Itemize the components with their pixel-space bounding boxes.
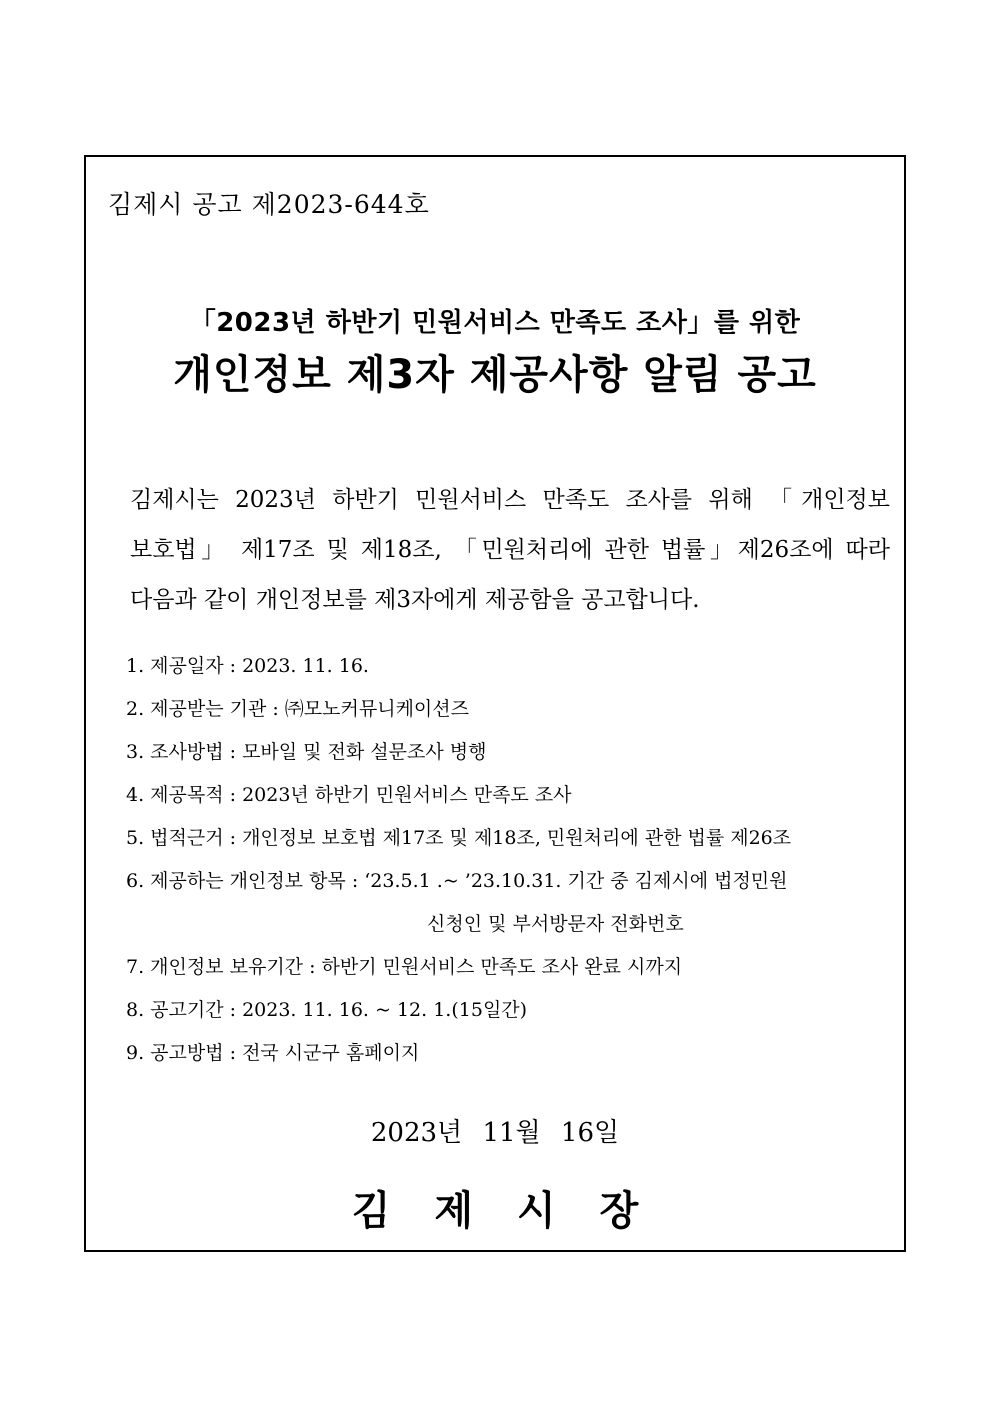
intro-line: 보호법」 제17조 및 제18조, 「민원처리에 관한 법률」제26조에 따라	[130, 537, 890, 563]
notice-item-list	[126, 645, 890, 1075]
list-item: 8. 공고기간 : 2023. 11. 16. ~ 12. 1.(15일간)	[126, 999, 528, 1021]
notice-date: 2023년 11월 16일	[370, 1118, 620, 1148]
page-title: 개인정보 제3자 제공사항 알림 공고	[173, 352, 817, 398]
list-item: 1. 제공일자 : 2023. 11. 16.	[126, 655, 369, 677]
intro-line: 다음과 같이 개인정보를 제3자에게 제공함을 공고합니다.	[130, 587, 700, 613]
list-item-continuation: 신청인 및 부서방문자 전화번호	[427, 913, 684, 935]
list-item: 5. 법적근거 : 개인정보 보호법 제17조 및 제18조, 민원처리에 관한 법률 제26조	[126, 827, 792, 849]
intro-paragraph	[130, 475, 890, 625]
notice-number: 김제시 공고 제2023-644호	[108, 190, 430, 219]
list-item: 6. 제공하는 개인정보 항목 : ‘23.5.1 .~ ’23.10.31. 기간 중 김제시에 법정민원	[126, 870, 788, 892]
notice-frame	[84, 155, 906, 1252]
list-item: 3. 조사방법 : 모바일 및 전화 설문조사 병행	[126, 741, 487, 763]
list-item: 2. 제공받는 기관 : ㈜모노커뮤니케이션즈	[126, 698, 469, 720]
list-item: 7. 개인정보 보유기간 : 하반기 민원서비스 만족도 조사 완료 시까지	[126, 956, 683, 978]
intro-line: 김제시는 2023년 하반기 민원서비스 만족도 조사를 위해 「개인정보	[130, 487, 890, 513]
title-subtitle: 「2023년 하반기 민원서비스 만족도 조사」를 위한	[189, 308, 801, 338]
list-item: 9. 공고방법 : 전국 시군구 홈페이지	[126, 1042, 420, 1064]
issuer-signature: 김제시장	[351, 1187, 683, 1234]
list-item: 4. 제공목적 : 2023년 하반기 민원서비스 만족도 조사	[126, 784, 572, 806]
